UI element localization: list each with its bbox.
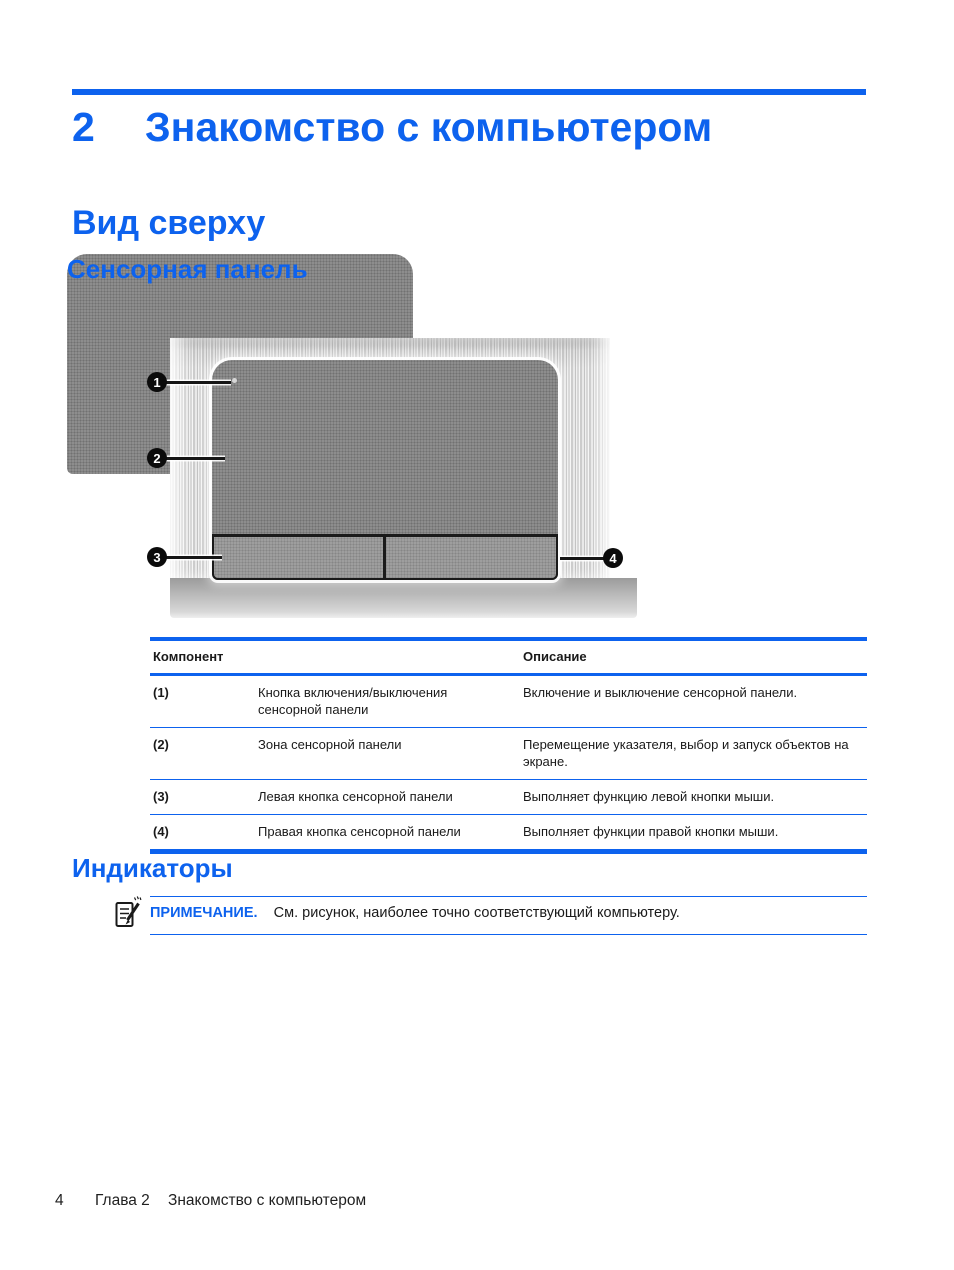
footer-page-number: 4 (55, 1192, 64, 1209)
touchpad-right-button (386, 537, 556, 578)
row-number: (2) (153, 737, 169, 752)
callout-line-4 (560, 557, 605, 560)
touchpad-buttons (212, 534, 558, 580)
callout-badge-1: 1 (147, 372, 167, 392)
touchpad-left-button (214, 537, 386, 578)
row-component: Правая кнопка сенсорной панели (258, 824, 461, 839)
table-header-description: Описание (523, 649, 587, 664)
row-number: (3) (153, 789, 169, 804)
table-row (150, 779, 867, 814)
callout-line-1 (165, 381, 231, 384)
note-label: ПРИМЕЧАНИЕ. (150, 905, 258, 921)
figure-shadow-band (170, 578, 637, 618)
subsection-heading-touchpad: Сенсорная панель (67, 254, 413, 474)
footer-chapter-label: Глава 2 (95, 1192, 150, 1209)
chapter-rule (72, 89, 866, 95)
page-footer (0, 1192, 954, 1214)
chapter-title: Знакомство с компьютером (145, 104, 713, 150)
row-description: Включение и выключение сенсорной панели. (523, 685, 798, 700)
callout-line-2 (165, 457, 225, 460)
note-text: См. рисунок, наиболее точно соответствующий компьютеру. (273, 905, 680, 921)
table-row (150, 727, 867, 779)
row-number: (1) (153, 685, 169, 700)
row-description: Перемещение указателя, выбор и запуск объектов на экране. (523, 737, 849, 769)
table-row (150, 814, 867, 849)
callout-line-3 (165, 556, 222, 559)
table-row (150, 675, 867, 727)
touchpad-onoff-indicator-dot (232, 378, 237, 383)
callout-badge-3: 3 (147, 547, 167, 567)
note-spacer (262, 905, 270, 921)
subsection-heading-indicators: Индикаторы (72, 853, 233, 883)
touchpad-figure (145, 335, 645, 620)
note-icon (115, 895, 142, 928)
row-description: Выполняет функцию левой кнопки мыши. (523, 789, 775, 804)
callout-badge-4: 4 (603, 548, 623, 568)
row-component: Кнопка включения/выключения сенсорной панели (258, 685, 448, 717)
note-block (150, 896, 867, 935)
row-component: Левая кнопка сенсорной панели (258, 789, 453, 804)
footer-chapter-title: Знакомство с компьютером (168, 1192, 367, 1209)
touchpad-surface (212, 360, 558, 580)
table-header-row (150, 641, 867, 675)
component-table (150, 637, 867, 854)
row-description: Выполняет функции правой кнопки мыши. (523, 824, 779, 839)
row-number: (4) (153, 824, 169, 839)
chapter-heading (72, 103, 712, 152)
section-heading-top-view: Вид сверху (72, 204, 266, 242)
callout-badge-2: 2 (147, 448, 167, 468)
row-component: Зона сенсорной панели (258, 737, 402, 752)
table-header-component: Компонент (153, 649, 224, 664)
chapter-number: 2 (72, 104, 95, 150)
